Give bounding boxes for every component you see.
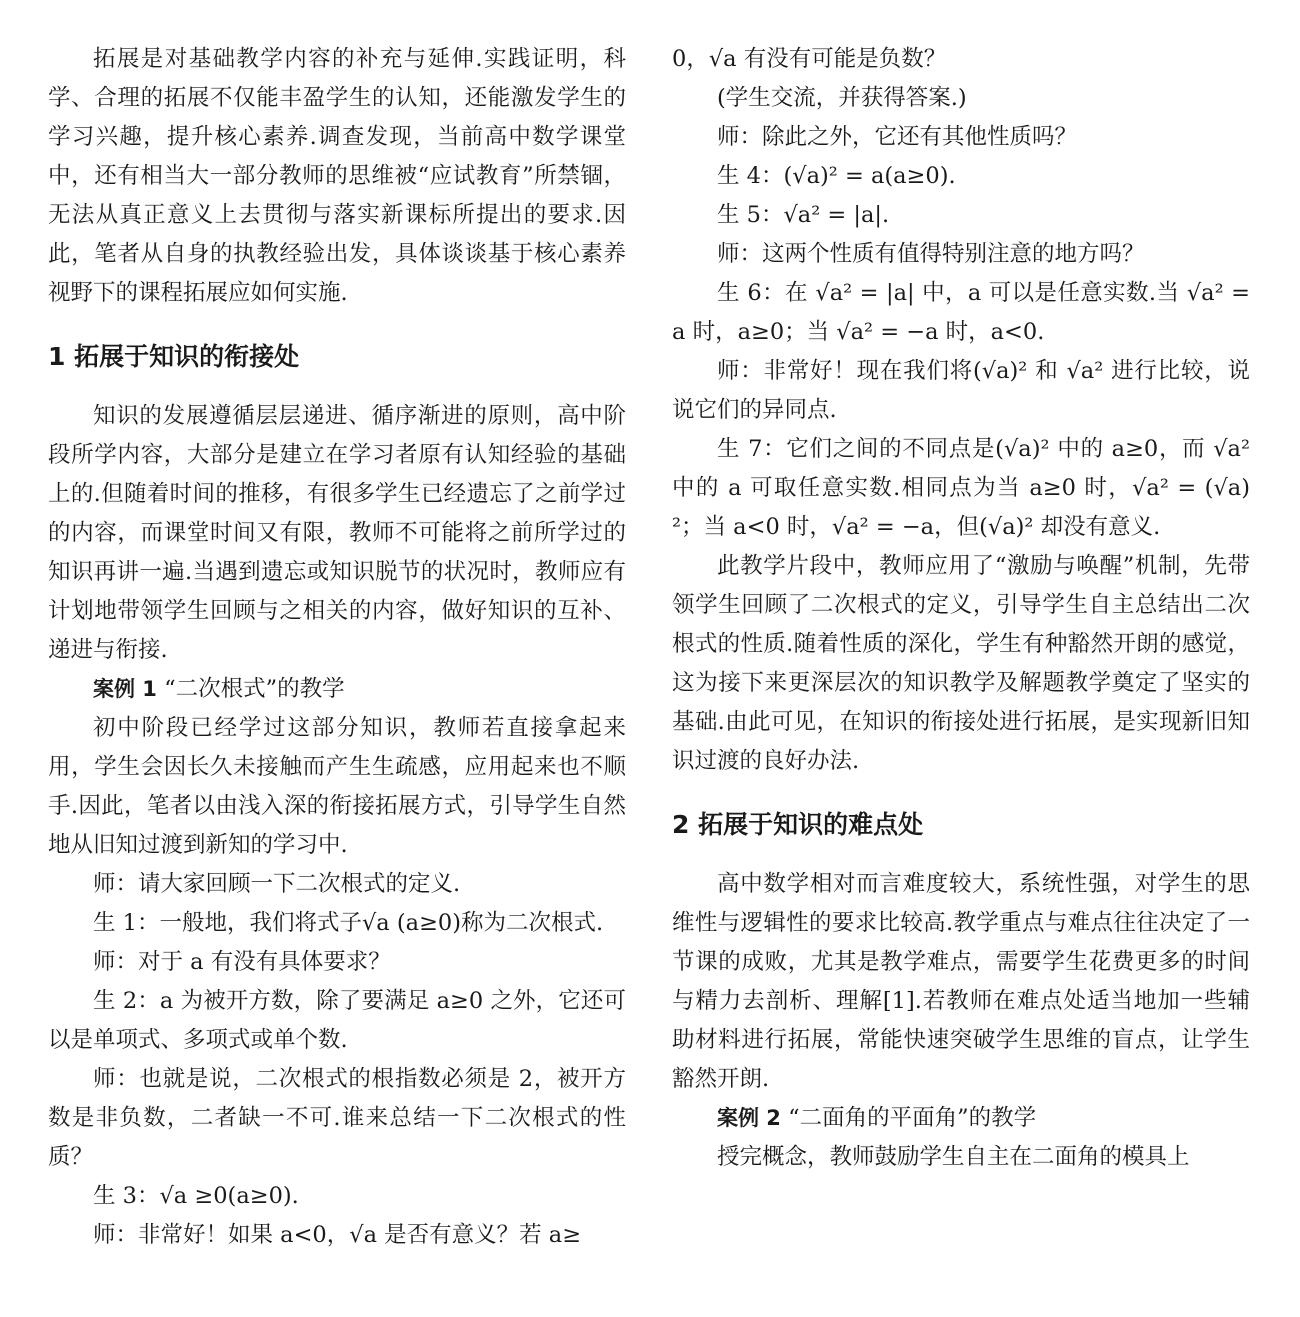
dialogue-line: 师：这两个性质有值得特别注意的地方吗？ (717, 241, 1145, 267)
right-column (672, 40, 1250, 1177)
dialogue-line: 师：对于 a 有没有具体要求？ (93, 949, 391, 975)
dialogue-line: 师：除此之外，它还有其他性质吗？ (717, 124, 1078, 150)
dialogue-line: 师：也就是说，二次根式的根指数必须是 2，被开方数是非负数，二者缺一不可.谁来总结一下二次根式的性质？ (48, 1066, 626, 1170)
case-2-label: 案例 2 (717, 1106, 781, 1130)
section-1-heading: 1 拓展于知识的衔接处 (48, 342, 300, 371)
case-2-heading (672, 1099, 1250, 1138)
section-1-paragraph-2: 初中阶段已经学过这部分知识，教师若直接拿起来用，学生会因长久未接触而产生生疏感，应用起来也不顺手.因此，笔者以由浅入深的衔接拓展方式，引导学生自然地从旧知过渡到新知的学习中. (48, 715, 626, 858)
dialogue-line: 生 3：√a ≥0(a≥0). (93, 1183, 299, 1209)
case-1-title: “二次根式”的教学 (164, 676, 345, 702)
case-1-heading (48, 670, 626, 709)
dialogue-line: 生 1：一般地，我们将式子√a (a≥0)称为二次根式. (93, 910, 604, 936)
dialogue-line: 师：非常好！现在我们将(√a)² 和 √a² 进行比较，说说它们的异同点. (672, 358, 1250, 423)
dialogue-line: 生 4：(√a)² = a(a≥0). (717, 163, 956, 189)
intro-paragraph: 拓展是对基础教学内容的补充与延伸.实践证明，科学、合理的拓展不仅能丰盈学生的认知，还能激发学生的学习兴趣，提升核心素养.调查发现，当前高中数学课堂中，还有相当大一部分教师的思维被“应试教育”所禁锢，无法从真正意义上去贯彻与落实新课标所提出的要求.因此，笔者从自身的执教经验出发，具体谈谈基于核心素养视野下的课程拓展应如何实施. (48, 46, 626, 306)
section-1-paragraph-1: 知识的发展遵循层层递进、循序渐进的原则，高中阶段所学内容，大部分是建立在学习者原有认知经验的基础上的.但随着时间的推移，有很多学生已经遗忘了之前学过的内容，而课堂时间又有限，教师不可能将之前所学过的知识再讲一遍.当遇到遗忘或知识脱节的状况时，教师应有计划地带领学生回顾与之相关的内容，做好知识的互补、递进与衔接. (48, 403, 626, 663)
left-column (48, 40, 626, 1255)
analysis-paragraph: 此教学片段中，教师应用了“激励与唤醒”机制，先带领学生回顾了二次根式的定义，引导学生自主总结出二次根式的性质.随着性质的深化，学生有种豁然开朗的感觉，这为接下来更深层次的知识教学及解题教学奠定了坚实的基础.由此可见，在知识的衔接处进行拓展，是实现新旧知识过渡的良好办法. (672, 553, 1250, 774)
section-2-paragraph-2: 授完概念，教师鼓励学生自主在二面角的模具上 (717, 1144, 1190, 1170)
section-2-heading: 2 拓展于知识的难点处 (672, 810, 924, 839)
dialogue-line: 生 7：它们之间的不同点是(√a)² 中的 a≥0，而 √a² 中的 a 可取任意实数.相同点为当 a≥0 时，√a² = (√a)²；当 a<0 时，√a² = −a，但(√a)² 却没有意义. (672, 436, 1250, 540)
dialogue-line: 0，√a 有没有可能是负数？ (672, 46, 947, 72)
case-1-label: 案例 1 (93, 677, 157, 701)
case-2-title: “二面角的平面角”的教学 (788, 1105, 1037, 1131)
dialogue-line: (学生交流，并获得答案.) (717, 85, 967, 111)
dialogue-line: 生 2：a 为被开方数，除了要满足 a≥0 之外，它还可以是单项式、多项式或单个数. (48, 988, 626, 1053)
section-2-paragraph-1: 高中数学相对而言难度较大，系统性强，对学生的思维性与逻辑性的要求比较高.教学重点与难点往往决定了一节课的成败，尤其是教学难点，需要学生花费更多的时间与精力去剖析、理解[1].若教师在难点处适当地加一些辅助材料进行拓展，常能快速突破学生思维的盲点，让学生豁然开朗. (672, 871, 1250, 1092)
dialogue-line: 师：请大家回顾一下二次根式的定义. (93, 871, 461, 897)
dialogue-line: 生 6：在 √a² = |a| 中，a 可以是任意实数.当 √a² = a 时，a≥0；当 √a² = −a 时，a<0. (672, 280, 1250, 345)
dialogue-line: 生 5：√a² = |a|. (717, 202, 890, 228)
dialogue-line: 师：非常好！如果 a<0，√a 是否有意义？若 a≥ (93, 1222, 582, 1248)
